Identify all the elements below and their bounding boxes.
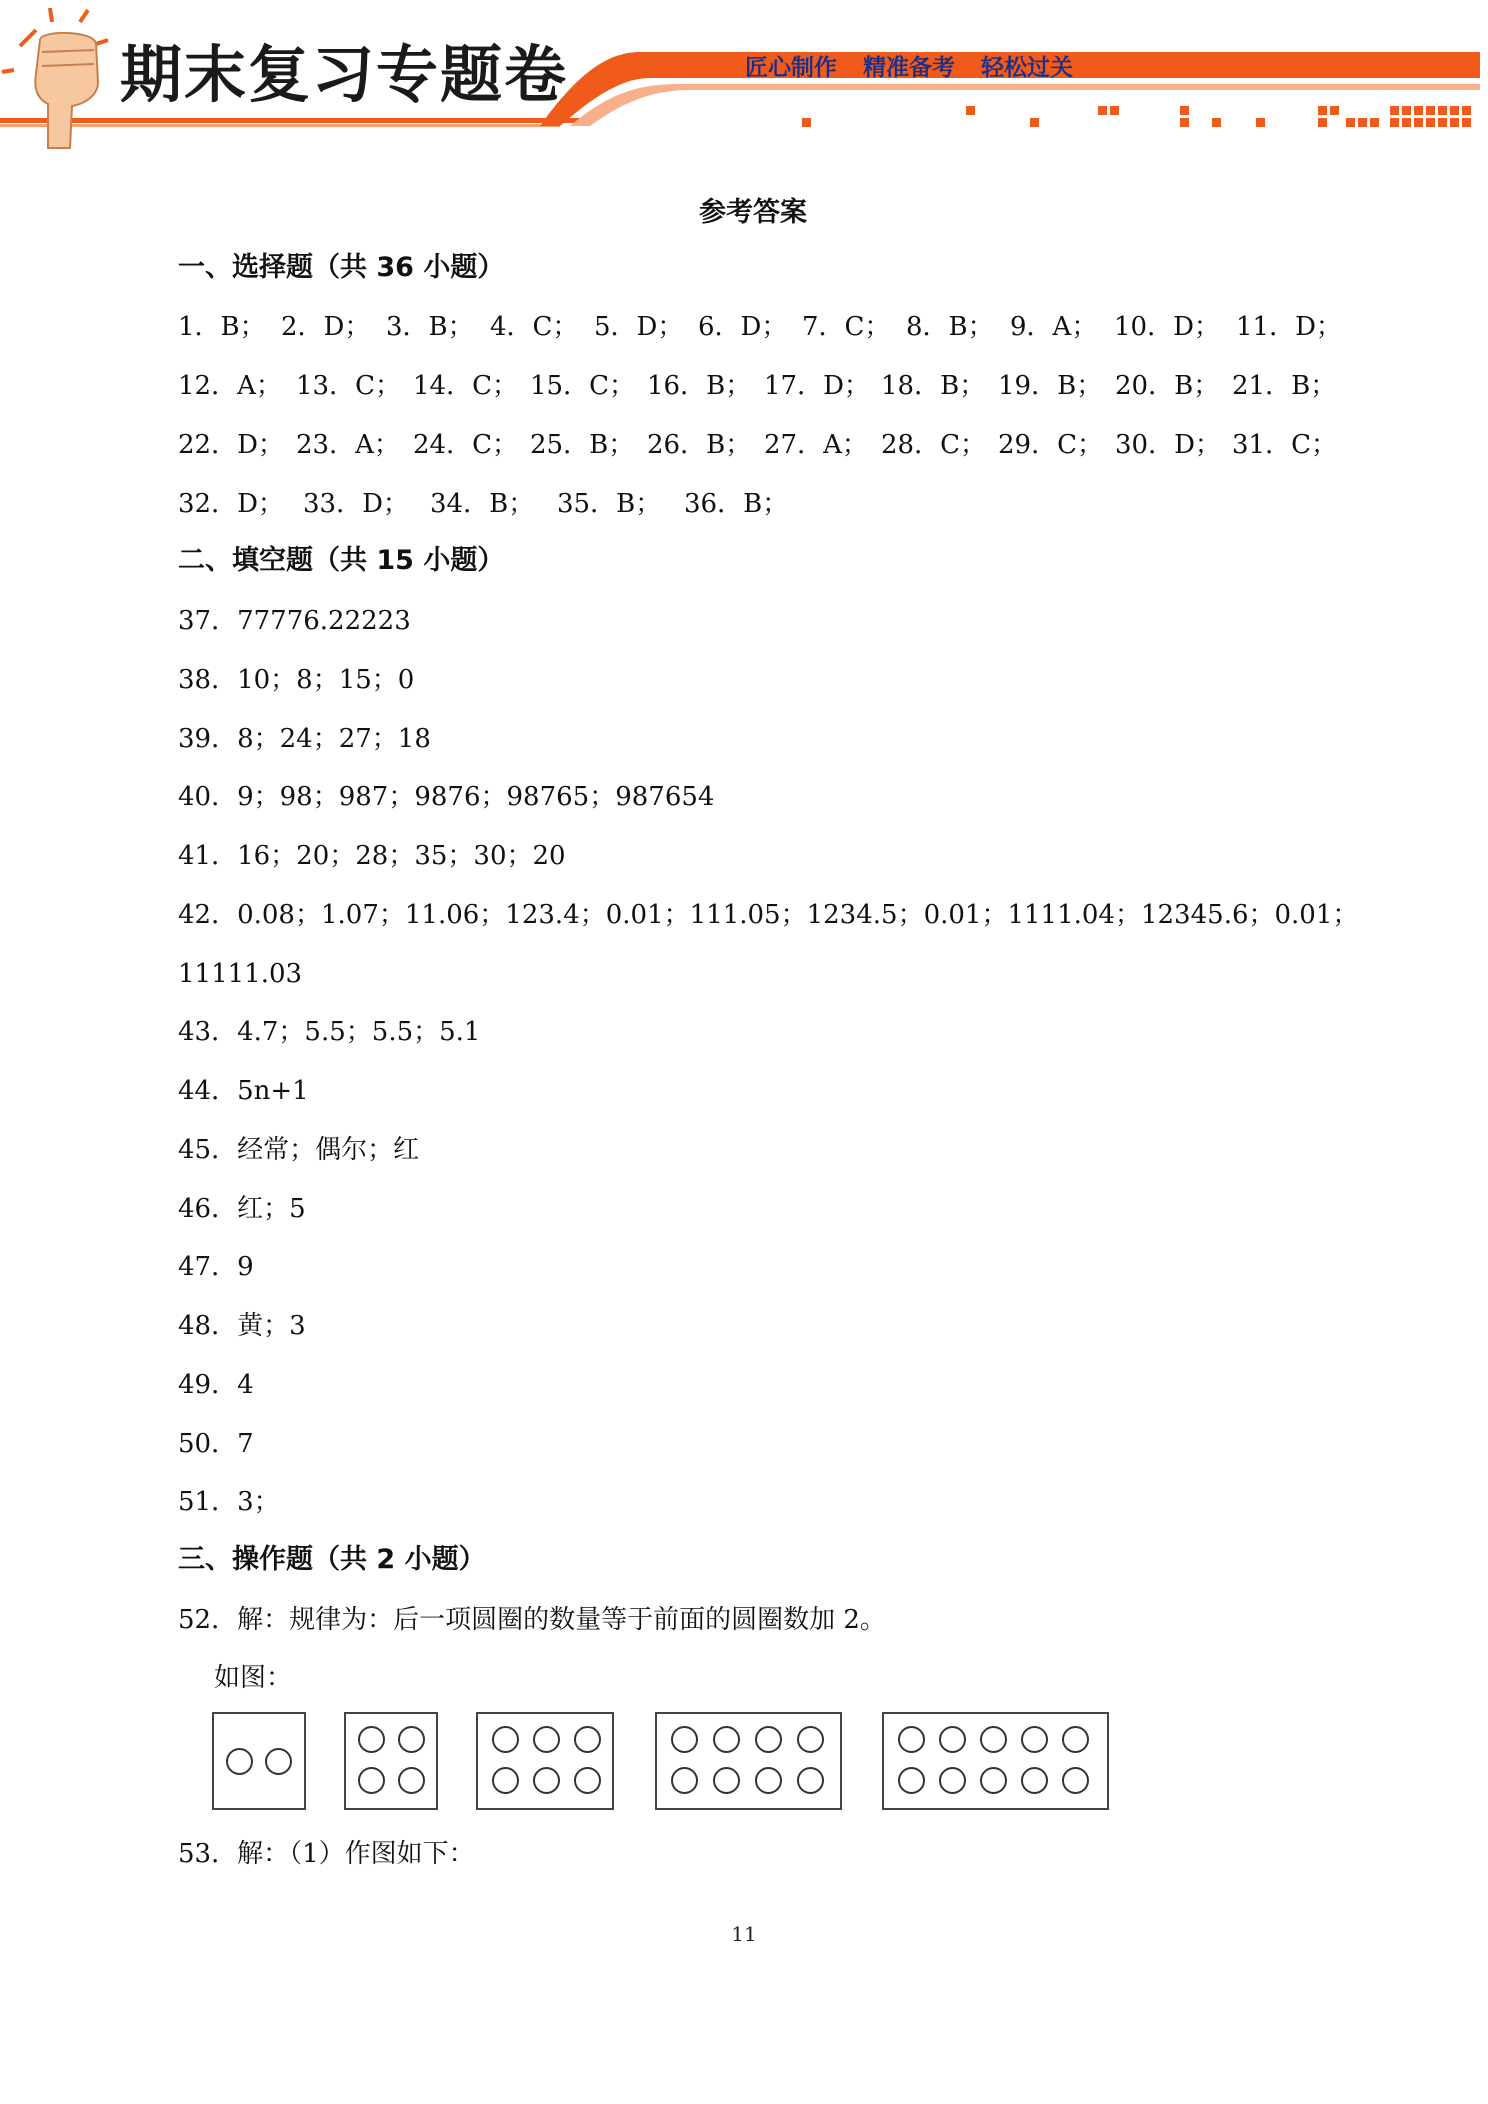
- mc-answer: 25．B；: [530, 430, 635, 460]
- mc-answer: 6．D；: [698, 312, 788, 342]
- circle: [797, 1767, 824, 1794]
- mc-answer: 12．A；: [178, 371, 282, 401]
- circle: [574, 1726, 601, 1753]
- section-heading-operation: 三、操作题（共 2 小题）: [178, 1544, 486, 1575]
- mc-answer: 34．B；: [430, 489, 535, 519]
- fill-answer-50: 50．7: [178, 1429, 254, 1459]
- mc-answer: 1．B；: [178, 312, 266, 342]
- pattern-box-5: [882, 1712, 1109, 1810]
- section-heading-choice: 一、选择题（共 36 小题）: [178, 252, 505, 283]
- circle: [671, 1767, 698, 1794]
- mc-answer: 30．D；: [1115, 430, 1221, 460]
- fill-answer-46: 46．红；5: [178, 1194, 306, 1224]
- document-title: 参考答案: [699, 197, 807, 228]
- mc-answer: 5．D；: [594, 312, 684, 342]
- mc-answer: 13．C；: [296, 371, 401, 401]
- slogan-2: 精准备考: [863, 55, 955, 81]
- fill-answer-42-cont: 11111.03: [178, 959, 303, 989]
- circle: [358, 1767, 385, 1794]
- section-heading-fill: 二、填空题（共 15 小题）: [178, 545, 505, 576]
- fill-answer-38: 38．10；8；15；0: [178, 665, 415, 695]
- mc-answer: 9．A；: [1010, 312, 1098, 342]
- circle: [1021, 1726, 1048, 1753]
- mc-answer: 24．C；: [413, 430, 518, 460]
- fill-answer-40: 40．9；98；987；9876；98765；987654: [178, 782, 715, 812]
- mc-answer: 16．B；: [647, 371, 752, 401]
- mc-answer: 10．D；: [1114, 312, 1220, 342]
- pattern-box-4: [655, 1712, 842, 1810]
- mc-answer: 2．D；: [281, 312, 371, 342]
- circle: [980, 1726, 1007, 1753]
- mc-answer: 20．B；: [1115, 371, 1220, 401]
- page-header: [0, 0, 1488, 150]
- circle: [1021, 1767, 1048, 1794]
- mc-answer: 29．C；: [998, 430, 1103, 460]
- mc-answer: 33．D；: [303, 489, 409, 519]
- mc-answer: 31．C；: [1232, 430, 1337, 460]
- mc-answer: 7．C；: [802, 312, 891, 342]
- mc-answer: 17．D；: [764, 371, 870, 401]
- mc-answer: 11．D；: [1236, 312, 1342, 342]
- circle: [398, 1767, 425, 1794]
- fill-answer-37: 37．77776.22223: [178, 606, 411, 636]
- mc-answer: 26．B；: [647, 430, 752, 460]
- mc-answer: 23．A；: [296, 430, 400, 460]
- circle: [533, 1767, 560, 1794]
- circle: [898, 1767, 925, 1794]
- mc-answer: 27．A；: [764, 430, 868, 460]
- circle: [358, 1726, 385, 1753]
- circle: [980, 1767, 1007, 1794]
- pattern-box-3: [476, 1712, 614, 1810]
- circle: [939, 1767, 966, 1794]
- fill-answer-51: 51．3；: [178, 1487, 280, 1517]
- circle: [1062, 1767, 1089, 1794]
- mc-answer: 18．B；: [881, 371, 986, 401]
- op-answer-53: 53．解：（1）作图如下：: [178, 1839, 475, 1869]
- circle: [713, 1726, 740, 1753]
- circle: [898, 1726, 925, 1753]
- circle: [533, 1726, 560, 1753]
- circle: [1062, 1726, 1089, 1753]
- mc-answer: 14．C；: [413, 371, 518, 401]
- slogan-1: 匠心制作: [745, 55, 837, 81]
- pattern-box-2: [344, 1712, 438, 1810]
- mc-answer: 19．B；: [998, 371, 1103, 401]
- circle: [713, 1767, 740, 1794]
- mc-answer: 36．B；: [684, 489, 789, 519]
- mc-answer: 15．C；: [530, 371, 635, 401]
- mc-answer: 4．C；: [490, 312, 579, 342]
- mc-answer: 28．C；: [881, 430, 986, 460]
- header-title: 期末复习专题卷: [120, 38, 569, 111]
- fill-answer-48: 48．黄；3: [178, 1311, 306, 1341]
- circle: [797, 1726, 824, 1753]
- mc-answer: 8．B；: [906, 312, 994, 342]
- circle: [574, 1767, 601, 1794]
- fill-answer-44: 44．5n+1: [178, 1076, 309, 1106]
- circle: [226, 1748, 253, 1775]
- fill-answer-41: 41．16；20；28；35；30；20: [178, 841, 566, 871]
- slogan-3: 轻松过关: [981, 55, 1073, 81]
- circle: [939, 1726, 966, 1753]
- circle: [671, 1726, 698, 1753]
- mc-answer: 32．D；: [178, 489, 284, 519]
- mc-answer: 3．B；: [386, 312, 474, 342]
- circle: [398, 1726, 425, 1753]
- mc-answer: 35．B；: [557, 489, 662, 519]
- circle: [492, 1726, 519, 1753]
- circle: [755, 1767, 782, 1794]
- fill-answer-47: 47．9: [178, 1252, 254, 1282]
- circle: [492, 1767, 519, 1794]
- fill-answer-43: 43．4.7；5.5；5.5；5.1: [178, 1017, 481, 1047]
- op-answer-52: 52．解：规律为：后一项圆圈的数量等于前面的圆圈数加 2。: [178, 1605, 886, 1635]
- header-slogans: [745, 52, 1073, 84]
- mc-answer: 21．B；: [1232, 371, 1337, 401]
- fill-answer-45: 45．经常；偶尔；红: [178, 1135, 420, 1165]
- fill-answer-39: 39．8；24；27；18: [178, 724, 431, 754]
- pattern-box-1: [212, 1712, 306, 1810]
- fill-answer-42: 42．0.08；1.07；11.06；123.4；0.01；111.05；1234.5；0.01；1111.04；12345.6；0.01；: [178, 900, 1359, 930]
- fill-answer-49: 49．4: [178, 1370, 254, 1400]
- header-dot-pattern: [802, 106, 1471, 127]
- circle: [265, 1748, 292, 1775]
- circle: [755, 1726, 782, 1753]
- mc-answer: 22．D；: [178, 430, 284, 460]
- page-number: 11: [731, 1922, 757, 1946]
- figure-label: 如图：: [214, 1663, 293, 1693]
